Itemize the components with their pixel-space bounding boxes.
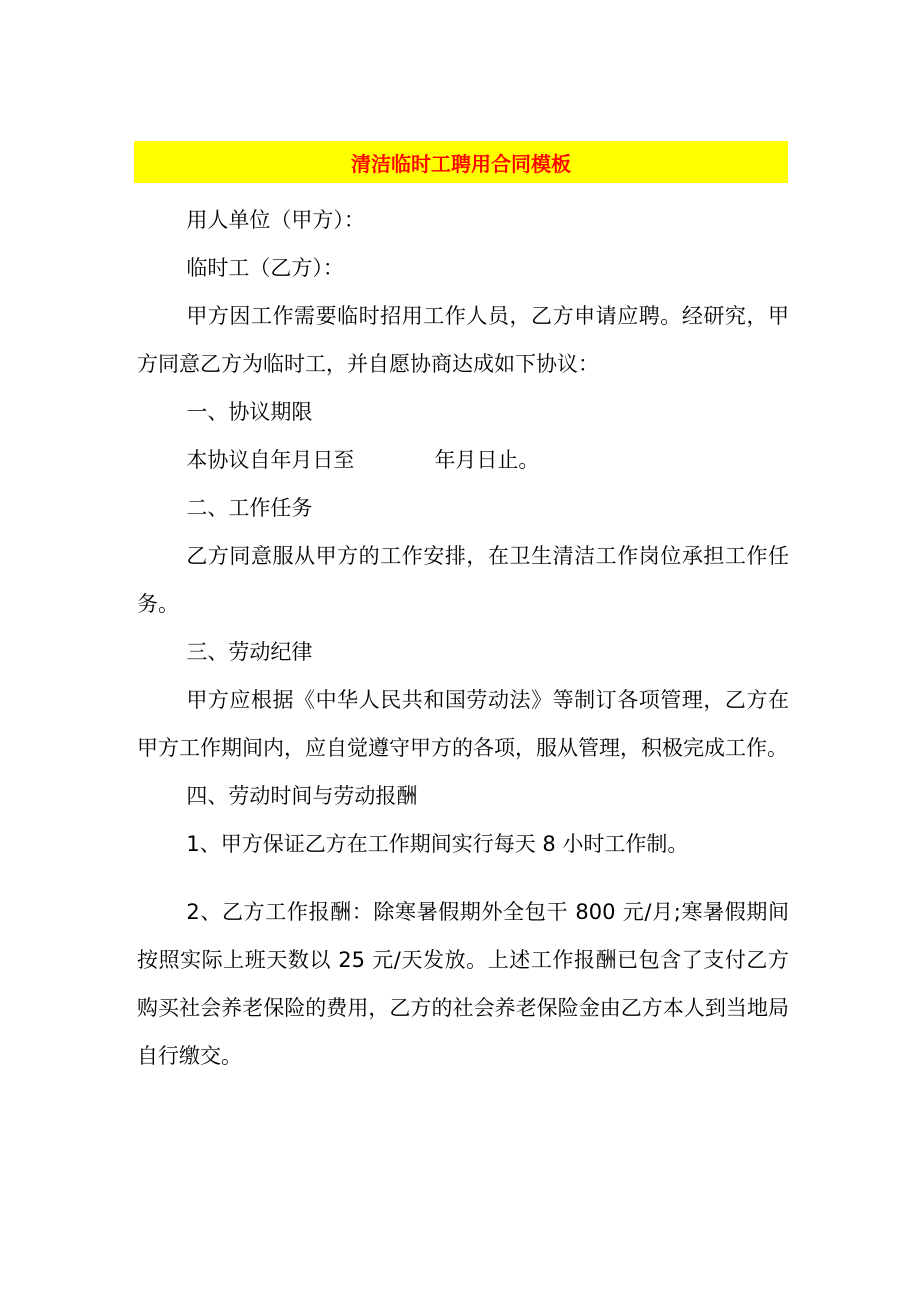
title-banner — [134, 141, 788, 183]
section-3-heading: 三、劳动纪律 — [186, 640, 313, 664]
employer-line: 用人单位（甲方）： — [186, 208, 365, 232]
section-4-item-1: 1、甲方保证乙方在工作期间实行每天 8 小时工作制。 — [186, 832, 689, 856]
section-1-heading: 一、协议期限 — [186, 400, 313, 424]
intro-paragraph: 甲方因工作需要临时招用工作人员，乙方申请应聘。经研究，甲方同意乙方为临时工，并自愿协商达成如下协议： — [137, 304, 789, 376]
section-1-body — [137, 436, 789, 484]
term-end-text: 年月日止。 — [434, 448, 540, 472]
section-2-body: 乙方同意服从甲方的工作安排，在卫生清洁工作岗位承担工作任务。 — [137, 544, 789, 616]
term-start-text: 本协议自年月日至 — [186, 448, 355, 472]
section-3-body: 甲方应根据《中华人民共和国劳动法》等制订各项管理，乙方在甲方工作期间内，应自觉遵守甲方的各项，服从管理，积极完成工作。 — [137, 688, 789, 760]
document-body — [137, 196, 789, 1080]
section-4-heading: 四、劳动时间与劳动报酬 — [186, 784, 418, 808]
section-4-item-2: 2、乙方工作报酬：除寒暑假期外全包干 800 元/月;寒暑假期间按照实际上班天数以 25 元/天发放。上述工作报酬已包含了支付乙方购买社会养老保险的费用，乙方的社会养老保险金由乙方本人到当地局自行缴交。 — [137, 900, 789, 1068]
document-title: 清洁临时工聘用合同模板 — [351, 151, 571, 176]
worker-line: 临时工（乙方）： — [186, 256, 344, 280]
section-2-heading: 二、工作任务 — [186, 496, 313, 520]
